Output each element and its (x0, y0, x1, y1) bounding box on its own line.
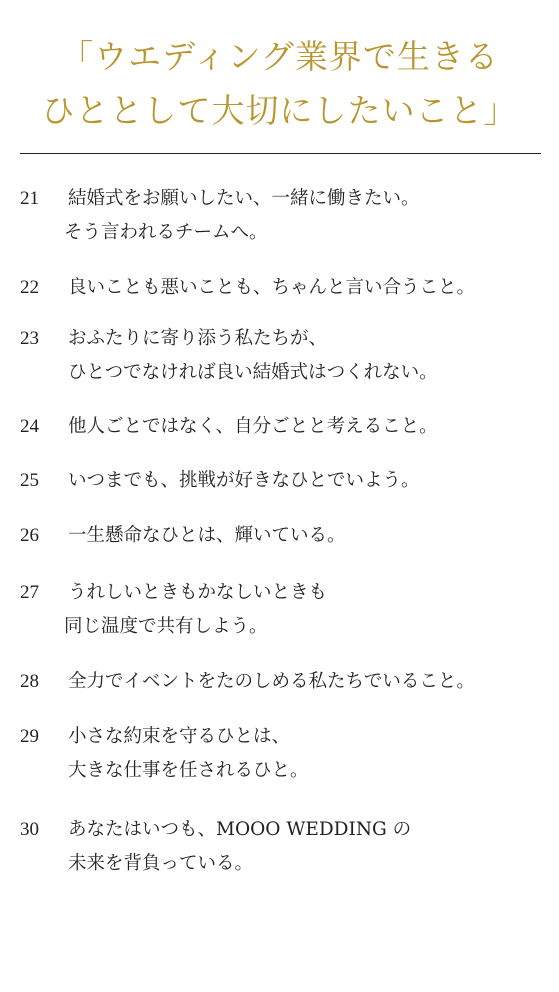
item-line: いつまでも、挑戦が好きなひとでいよう。 (68, 470, 420, 491)
item-line: 良いことも悪いことも、ちゃんと言い合うこと。 (68, 277, 476, 298)
item-number: 29 (20, 726, 39, 747)
item-line: 未来を背負っている。 (68, 853, 254, 874)
title-line-2: ひととして大切にしたいこと」 (41, 91, 518, 130)
item-line: うれしいときもかなしいときも (68, 582, 328, 603)
item-line: あなたはいつも、MOOO WEDDING の (68, 819, 412, 840)
item-line: 同じ温度で共有しよう。 (64, 616, 268, 637)
item-line: 大きな仕事を任されるひと。 (68, 760, 309, 781)
item-number: 27 (20, 582, 39, 603)
item-line: おふたりに寄り添う私たちが、 (68, 328, 328, 349)
item-number: 21 (20, 188, 39, 209)
item-line: 一生懸命なひとは、輝いている。 (68, 525, 346, 546)
item-text (64, 182, 420, 250)
item-line: 他人ごとではなく、自分ごとと考えること。 (68, 416, 438, 437)
item-line: ひとつでなければ良い結婚式はつくれない。 (68, 362, 438, 383)
item-number: 25 (20, 470, 39, 491)
item-text (68, 813, 411, 881)
item-number: 28 (20, 671, 39, 692)
item-line: 結婚式をお願いしたい、一緒に働きたい。 (68, 188, 420, 209)
item-text (68, 720, 309, 788)
item-number: 26 (20, 525, 39, 546)
item-number: 24 (20, 416, 39, 437)
item-text (68, 410, 438, 444)
item-text (68, 665, 475, 699)
item-line: そう言われるチームへ。 (64, 222, 268, 243)
item-number: 23 (20, 328, 39, 349)
item-text (68, 464, 420, 498)
item-number: 30 (20, 819, 39, 840)
item-text (64, 576, 328, 644)
item-line: 全力でイベントをたのしめる私たちでいること。 (68, 671, 475, 692)
title-divider (20, 153, 541, 154)
item-text (68, 271, 475, 305)
page-title (0, 30, 559, 138)
item-line: 小さな約束を守るひとは、 (68, 726, 291, 747)
item-number: 22 (20, 277, 39, 298)
item-text (68, 519, 346, 553)
title-line-1: 「ウエディング業界で生きる (60, 37, 499, 76)
item-text (68, 322, 438, 390)
